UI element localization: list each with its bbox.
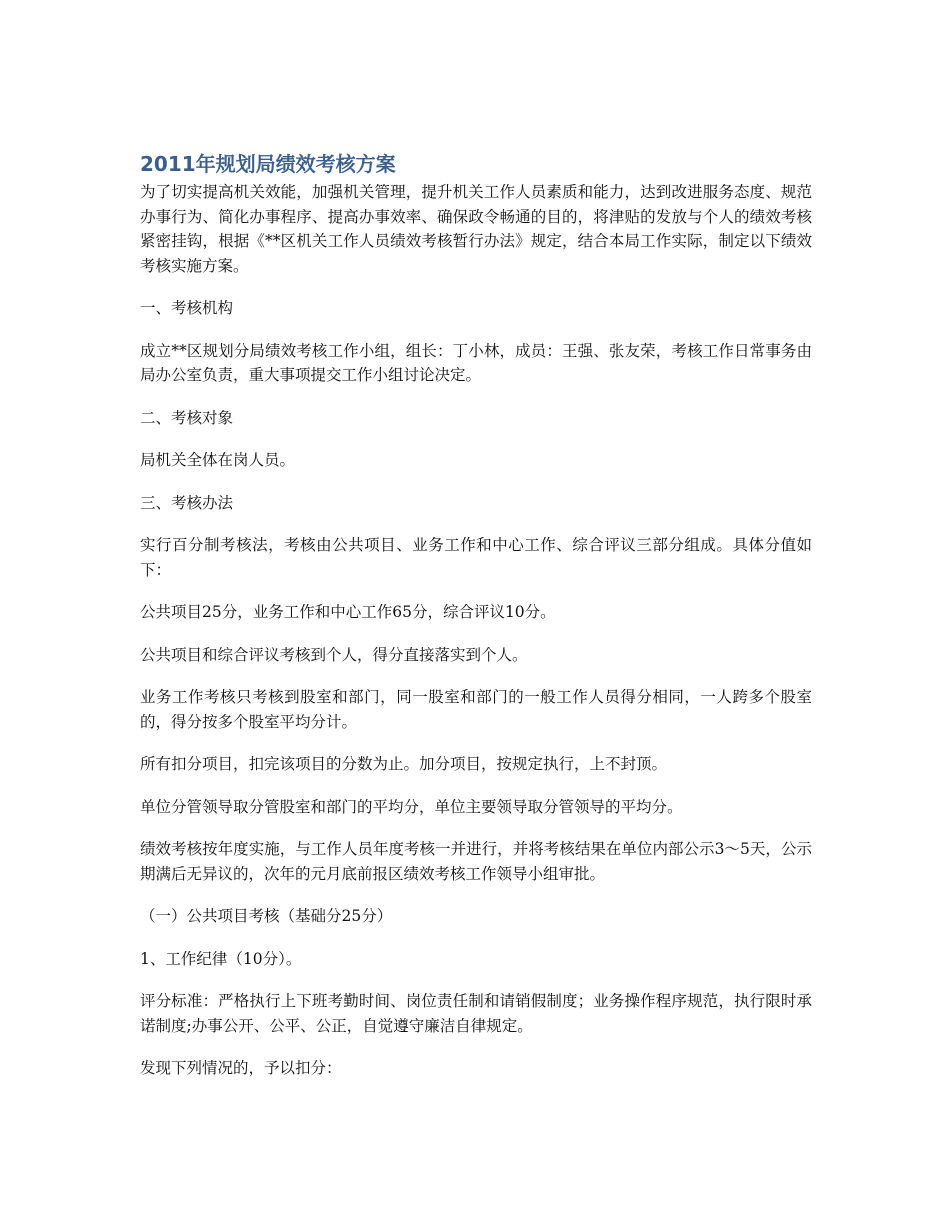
paragraph-department: 业务工作考核只考核到股室和部门，同一股室和部门的一般工作人员得分相同，一人跨多个股室的，得分按多个股室平均分计。 <box>140 688 812 731</box>
paragraph-criteria: 评分标准：严格执行上下班考勤时间、岗位责任制和请销假制度；业务操作程序规范，执行限时承诺制度;办事公开、公平、公正，自觉遵守廉洁自律规定。 <box>140 992 812 1035</box>
paragraph-individual: 公共项目和综合评议考核到个人，得分直接落实到个人。 <box>140 645 528 664</box>
paragraph-annual: 绩效考核按年度实施，与工作人员年度考核一并进行，并将考核结果在单位内部公示3～5天，公示期满后无异议的，次年的元月底前报区绩效考核工作领导小组审批。 <box>140 840 812 883</box>
paragraph-deductions: 所有扣分项目，扣完该项目的分数为止。加分项目，按规定执行，上不封顶。 <box>140 755 668 773</box>
section-heading-target: 二、考核对象 <box>140 408 234 427</box>
section-heading-organization: 一、考核机构 <box>140 299 234 317</box>
paragraph-method: 实行百分制考核法，考核由公共项目、业务工作和中心工作、综合评议三部分组成。具体分值如下： <box>140 536 812 579</box>
document-page <box>140 150 812 1099</box>
paragraph-organization: 成立**区规划分局绩效考核工作小组，组长：丁小林，成员：王强、张友荣，考核工作日常事务由局办公室负责，重大事项提交工作小组讨论决定。 <box>140 341 812 384</box>
subsection-heading-public: （一）公共项目考核（基础分25分） <box>140 907 393 925</box>
paragraph-deduction-intro: 发现下列情况的，予以扣分： <box>140 1059 342 1077</box>
paragraph-leaders: 单位分管领导取分管股室和部门的平均分，单位主要领导取分管领导的平均分。 <box>140 797 683 816</box>
paragraph-target: 局机关全体在岗人员。 <box>140 451 296 469</box>
section-heading-method: 三、考核办法 <box>140 493 234 512</box>
intro-paragraph: 为了切实提高机关效能，加强机关管理，提升机关工作人员素质和能力，达到改进服务态度、规范办事行为、简化办事程序、提高办事效率、确保政令畅通的目的，将津贴的发放与个人的绩效考核紧密挂钩，根据《**区机关工作人员绩效考核暂行办法》规定，结合本局工作实际，制定以下绩效考核实施方案。 <box>140 183 812 275</box>
item-heading-discipline: 1、工作纪律（10分）。 <box>140 949 302 968</box>
document-title: 2011年规划局绩效考核方案 <box>140 152 396 176</box>
paragraph-scores: 公共项目25分，业务工作和中心工作65分，综合评议10分。 <box>140 603 556 621</box>
